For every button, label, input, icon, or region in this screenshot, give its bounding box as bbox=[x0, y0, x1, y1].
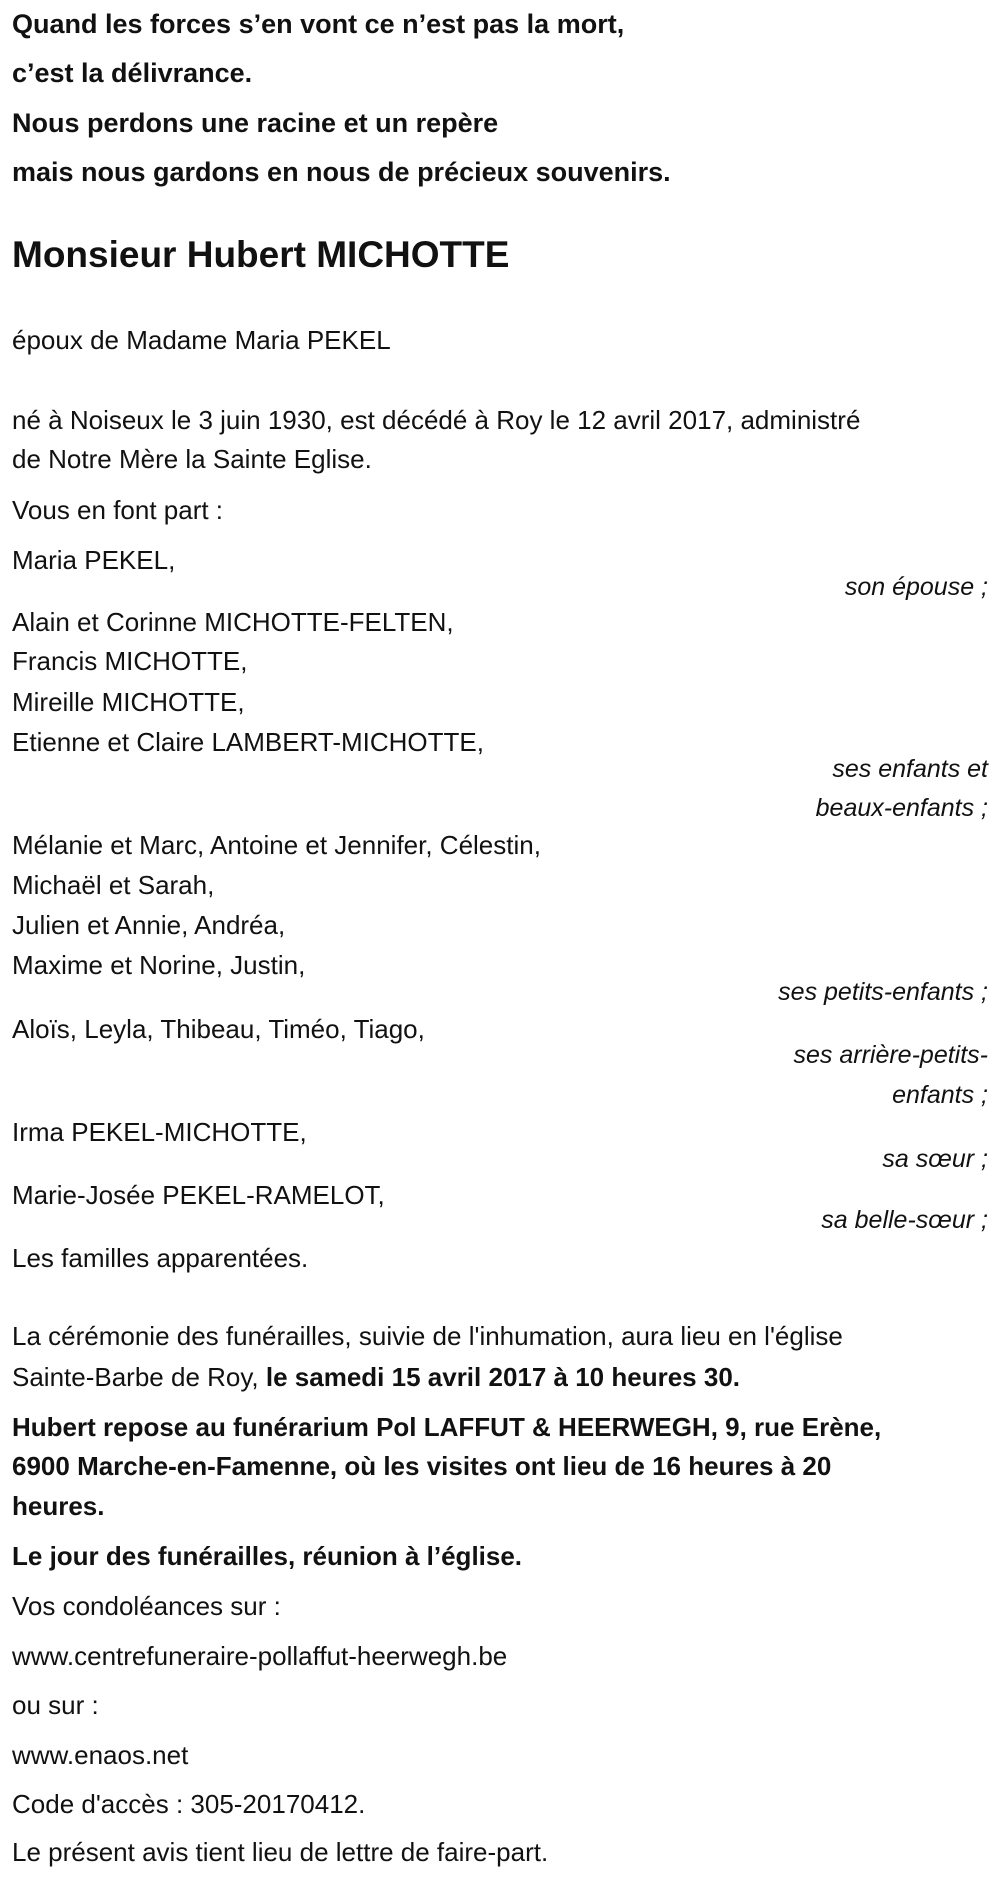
bio-line: né à Noiseux le 3 juin 1930, est décédé à Roy le 12 avril 2017, administré bbox=[12, 405, 861, 435]
deceased-name-title: Monsieur Hubert MICHOTTE bbox=[12, 234, 510, 275]
ceremony-datetime: le samedi 15 avril 2017 à 10 heures 30. bbox=[265, 1362, 740, 1392]
meeting-note: Le jour des funérailles, réunion à l’église. bbox=[12, 1541, 523, 1571]
families-closing: Les familles apparentées. bbox=[12, 1243, 309, 1273]
family-relation: sa sœur ; bbox=[882, 1145, 988, 1173]
family-name: Francis MICHOTTE, bbox=[12, 646, 248, 676]
family-relation: son épouse ; bbox=[844, 573, 988, 601]
family-name: Mélanie et Marc, Antoine et Jennifer, Célestin, bbox=[12, 830, 541, 860]
ceremony-line bbox=[12, 1364, 740, 1390]
family-relation: ses arrière-petits- bbox=[793, 1041, 988, 1069]
bio-line: de Notre Mère la Sainte Eglise. bbox=[12, 444, 372, 474]
family-name: Etienne et Claire LAMBERT-MICHOTTE, bbox=[12, 727, 484, 757]
poem-line: Nous perdons une racine et un repère bbox=[12, 108, 499, 138]
family-relation: ses petits-enfants ; bbox=[778, 978, 988, 1006]
family-name: Michaël et Sarah, bbox=[12, 870, 215, 900]
family-relation: beaux-enfants ; bbox=[815, 794, 988, 822]
condolences-link-funeral-home[interactable]: www.centrefuneraire-pollaffut-heerwegh.be bbox=[12, 1641, 508, 1671]
condolences-or: ou sur : bbox=[12, 1690, 99, 1720]
repose-line: heures. bbox=[12, 1491, 105, 1521]
poem-line: Quand les forces s’en vont ce n’est pas la mort, bbox=[12, 9, 625, 39]
family-name: Aloïs, Leyla, Thibeau, Timéo, Tiago, bbox=[12, 1014, 425, 1044]
family-relation: enfants ; bbox=[892, 1081, 988, 1109]
ceremony-line: La cérémonie des funérailles, suivie de l'inhumation, aura lieu en l'église bbox=[12, 1321, 843, 1351]
spouse-line: époux de Madame Maria PEKEL bbox=[12, 325, 391, 355]
announcement-intro: Vous en font part : bbox=[12, 495, 224, 525]
repose-line: 6900 Marche-en-Famenne, où les visites ont lieu de 16 heures à 20 bbox=[12, 1451, 832, 1481]
family-relation: ses enfants et bbox=[832, 755, 988, 783]
family-name: Julien et Annie, Andréa, bbox=[12, 910, 286, 940]
condolences-intro: Vos condoléances sur : bbox=[12, 1591, 281, 1621]
family-name: Maxime et Norine, Justin, bbox=[12, 950, 306, 980]
family-relation: sa belle-sœur ; bbox=[821, 1206, 988, 1234]
notice-statement: Le présent avis tient lieu de lettre de faire-part. bbox=[12, 1837, 549, 1867]
family-name: Alain et Corinne MICHOTTE-FELTEN, bbox=[12, 607, 454, 637]
family-name: Maria PEKEL, bbox=[12, 545, 176, 575]
condolences-link-enaos[interactable]: www.enaos.net bbox=[12, 1740, 189, 1770]
family-name: Mireille MICHOTTE, bbox=[12, 687, 245, 717]
family-name: Irma PEKEL-MICHOTTE, bbox=[12, 1117, 307, 1147]
repose-line: Hubert repose au funérarium Pol LAFFUT & HEERWEGH, 9, rue Erène, bbox=[12, 1412, 882, 1442]
access-code: Code d'accès : 305-20170412. bbox=[12, 1789, 366, 1819]
poem-line: c’est la délivrance. bbox=[12, 58, 253, 88]
ceremony-location: Sainte-Barbe de Roy, bbox=[12, 1362, 266, 1392]
family-name: Marie-Josée PEKEL-RAMELOT, bbox=[12, 1180, 385, 1210]
poem-line: mais nous gardons en nous de précieux souvenirs. bbox=[12, 157, 671, 187]
